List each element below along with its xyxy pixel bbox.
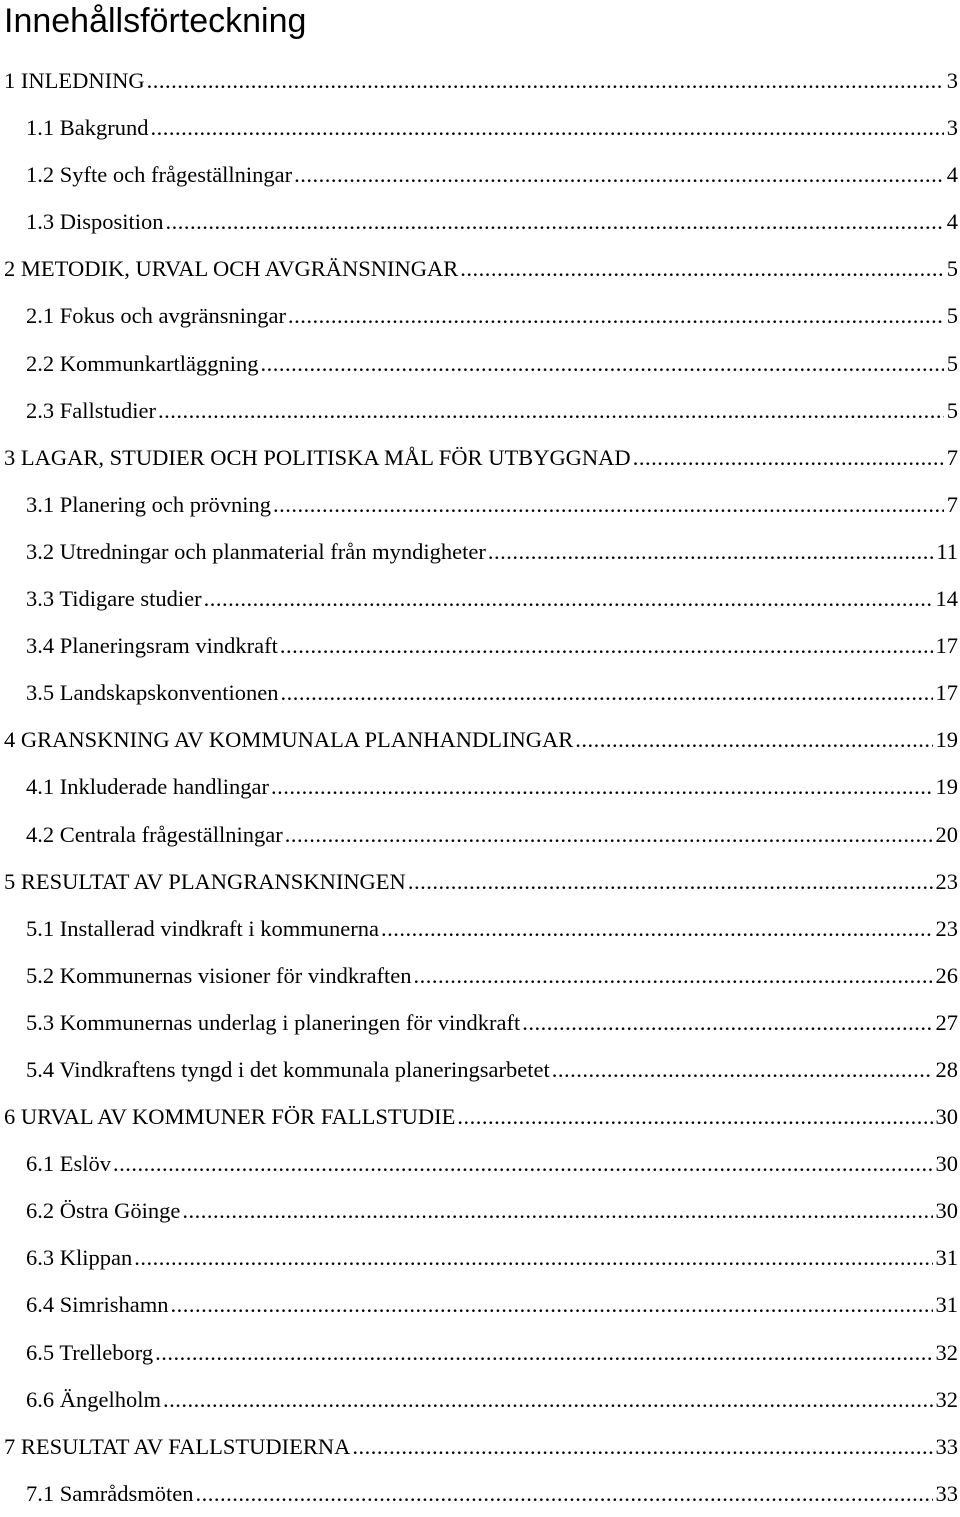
toc-dot-leader bbox=[113, 1140, 932, 1187]
toc-entry-label: 4.1 Inkluderade handlingar bbox=[26, 774, 270, 800]
toc-dot-leader bbox=[460, 245, 943, 292]
toc-entry-label: 6.5 Trelleborg bbox=[26, 1339, 154, 1365]
toc-page-number: 17 bbox=[935, 680, 958, 706]
toc-chapter-entry[interactable] bbox=[0, 1093, 960, 1140]
toc-page-number: 17 bbox=[935, 633, 958, 659]
toc-section-entry[interactable] bbox=[0, 1187, 960, 1234]
toc-entry-label: 1.1 Bakgrund bbox=[26, 115, 149, 141]
toc-page-number: 5 bbox=[946, 397, 958, 423]
toc-page-number: 5 bbox=[946, 303, 958, 329]
toc-page-number: 27 bbox=[935, 1009, 958, 1035]
toc-entry-label: 4 GRANSKNING AV KOMMUNALA PLANHANDLINGAR bbox=[4, 727, 574, 753]
toc-page-number: 11 bbox=[936, 538, 958, 564]
toc-page-number: 5 bbox=[946, 256, 958, 282]
toc-entry-label: 2 METODIK, URVAL OCH AVGRÄNSNINGAR bbox=[4, 256, 459, 282]
toc-section-entry[interactable] bbox=[0, 104, 960, 151]
toc-page-number: 3 bbox=[946, 68, 958, 93]
toc-section-entry[interactable] bbox=[0, 198, 960, 245]
toc-section-entry[interactable] bbox=[0, 1376, 960, 1423]
toc-dot-leader bbox=[288, 292, 944, 339]
toc-section-entry[interactable] bbox=[0, 1329, 960, 1376]
toc-section-entry[interactable] bbox=[0, 1470, 960, 1517]
toc-entry-label: 5.1 Installerad vindkraft i kommunerna bbox=[26, 915, 380, 941]
toc-entry-label: 3.5 Landskapskonventionen bbox=[26, 680, 279, 706]
toc-entry-label: 6.3 Klippan bbox=[26, 1245, 133, 1271]
toc-chapter-entry[interactable] bbox=[0, 716, 960, 763]
toc-dot-leader bbox=[285, 811, 933, 858]
toc-page-number: 19 bbox=[935, 774, 958, 800]
toc-dot-leader bbox=[158, 387, 944, 434]
toc-entry-label: 3.4 Planeringsram vindkraft bbox=[26, 633, 278, 659]
toc-section-entry[interactable] bbox=[0, 481, 960, 528]
toc-entry-label: 5.2 Kommunernas visioner för vindkraften bbox=[26, 962, 412, 988]
toc-dot-leader bbox=[280, 622, 933, 669]
toc-page-number: 32 bbox=[935, 1386, 958, 1412]
toc-page-number: 30 bbox=[935, 1104, 958, 1130]
toc-dot-leader bbox=[171, 1281, 933, 1328]
toc-entry-label: 4.2 Centrala frågeställningar bbox=[26, 821, 283, 847]
toc-entry-label: 2.1 Fokus och avgränsningar bbox=[26, 303, 286, 329]
toc-list bbox=[0, 57, 960, 1517]
toc-entry-label: 1 INLEDNING bbox=[4, 68, 145, 93]
toc-dot-leader bbox=[552, 1046, 933, 1093]
toc-entry-label: 6 URVAL AV KOMMUNER FÖR FALLSTUDIE bbox=[4, 1104, 456, 1130]
toc-entry-label: 3.3 Tidigare studier bbox=[26, 586, 202, 612]
toc-section-entry[interactable] bbox=[0, 1140, 960, 1187]
toc-dot-leader bbox=[414, 952, 933, 999]
toc-section-entry[interactable] bbox=[0, 763, 960, 810]
toc-dot-leader bbox=[182, 1187, 932, 1234]
toc-page-number: 33 bbox=[935, 1480, 958, 1506]
toc-section-entry[interactable] bbox=[0, 905, 960, 952]
toc-section-entry[interactable] bbox=[0, 387, 960, 434]
toc-entry-label: 3.2 Utredningar och planmaterial från myndigheter bbox=[26, 538, 486, 564]
toc-chapter-entry[interactable] bbox=[0, 57, 960, 104]
toc-dot-leader bbox=[204, 575, 933, 622]
toc-section-entry[interactable] bbox=[0, 575, 960, 622]
toc-section-entry[interactable] bbox=[0, 1281, 960, 1328]
toc-page-number: 31 bbox=[935, 1292, 958, 1318]
toc-dot-leader bbox=[408, 858, 933, 905]
toc-entry-label: 6.2 Östra Göinge bbox=[26, 1198, 181, 1224]
toc-dot-leader bbox=[163, 1376, 933, 1423]
toc-page-number: 30 bbox=[935, 1198, 958, 1224]
toc-section-entry[interactable] bbox=[0, 151, 960, 198]
toc-chapter-entry[interactable] bbox=[0, 1423, 960, 1470]
toc-page-number: 4 bbox=[946, 162, 958, 188]
toc-page-number: 20 bbox=[935, 821, 958, 847]
toc-page-number: 23 bbox=[935, 868, 958, 894]
toc-dot-leader bbox=[134, 1234, 932, 1281]
toc-page-number: 33 bbox=[935, 1433, 958, 1459]
toc-entry-label: 7.1 Samrådsmöten bbox=[26, 1480, 194, 1506]
toc-entry-label: 7 RESULTAT AV FALLSTUDIERNA bbox=[4, 1433, 351, 1459]
toc-entry-label: 2.3 Fallstudier bbox=[26, 397, 156, 423]
toc-page-number: 23 bbox=[935, 915, 958, 941]
toc-dot-leader bbox=[147, 57, 944, 104]
toc-entry-label: 5.3 Kommunernas underlag i planeringen för vindkraft bbox=[26, 1009, 521, 1035]
toc-page-number: 19 bbox=[935, 727, 958, 753]
toc-dot-leader bbox=[352, 1423, 932, 1470]
toc-title: Innehållsförteckning bbox=[4, 2, 307, 40]
toc-section-entry[interactable] bbox=[0, 622, 960, 669]
toc-dot-leader bbox=[522, 999, 932, 1046]
toc-entry-label: 6.4 Simrishamn bbox=[26, 1292, 169, 1318]
toc-section-entry[interactable] bbox=[0, 999, 960, 1046]
toc-page-number: 26 bbox=[935, 962, 958, 988]
toc-dot-leader bbox=[294, 151, 944, 198]
toc-entry-label: 3.1 Planering och prövning bbox=[26, 491, 271, 517]
toc-dot-leader bbox=[155, 1329, 932, 1376]
toc-page-number: 14 bbox=[935, 586, 958, 612]
toc-section-entry[interactable] bbox=[0, 340, 960, 387]
toc-dot-leader bbox=[195, 1470, 932, 1517]
toc-page-number: 5 bbox=[946, 350, 958, 376]
toc-section-entry[interactable] bbox=[0, 811, 960, 858]
toc-dot-leader bbox=[633, 434, 944, 481]
toc-section-entry[interactable] bbox=[0, 1234, 960, 1281]
toc-chapter-entry[interactable] bbox=[0, 858, 960, 905]
toc-section-entry[interactable] bbox=[0, 1046, 960, 1093]
toc-page-number: 28 bbox=[935, 1056, 958, 1082]
toc-dot-leader bbox=[273, 481, 944, 528]
toc-chapter-entry[interactable] bbox=[0, 245, 960, 292]
toc-page-number: 4 bbox=[946, 209, 958, 235]
toc-entry-label: 6.6 Ängelholm bbox=[26, 1386, 161, 1412]
toc-dot-leader bbox=[151, 104, 944, 151]
toc-page-number: 7 bbox=[946, 491, 958, 517]
toc-entry-label: 6.1 Eslöv bbox=[26, 1151, 112, 1177]
toc-page-number: 3 bbox=[946, 115, 958, 141]
toc-entry-label: 1.2 Syfte och frågeställningar bbox=[26, 162, 293, 188]
toc-entry-label: 5.4 Vindkraftens tyngd i det kommunala planeringsarbetet bbox=[26, 1056, 550, 1082]
toc-page-number: 31 bbox=[935, 1245, 958, 1271]
toc-page-number: 30 bbox=[935, 1151, 958, 1177]
toc-dot-leader bbox=[457, 1093, 932, 1140]
toc-chapter-entry[interactable] bbox=[0, 434, 960, 481]
toc-entry-label: 1.3 Disposition bbox=[26, 209, 164, 235]
toc-page-number: 7 bbox=[946, 444, 958, 470]
toc-dot-leader bbox=[271, 763, 932, 810]
toc-dot-leader bbox=[280, 669, 932, 716]
toc-entry-label: 2.2 Kommunkartläggning bbox=[26, 350, 259, 376]
toc-section-entry[interactable] bbox=[0, 528, 960, 575]
toc-section-entry[interactable] bbox=[0, 669, 960, 716]
toc-dot-leader bbox=[381, 905, 932, 952]
toc-dot-leader bbox=[488, 528, 933, 575]
toc-dot-leader bbox=[166, 198, 944, 245]
toc-section-entry[interactable] bbox=[0, 292, 960, 339]
toc-dot-leader bbox=[260, 340, 943, 387]
toc-entry-label: 3 LAGAR, STUDIER OCH POLITISKA MÅL FÖR UTBYGGNAD bbox=[4, 444, 631, 470]
toc-dot-leader bbox=[575, 716, 932, 763]
toc-entry-label: 5 RESULTAT AV PLANGRANSKNINGEN bbox=[4, 868, 406, 894]
toc-section-entry[interactable] bbox=[0, 952, 960, 999]
toc-page-number: 32 bbox=[935, 1339, 958, 1365]
